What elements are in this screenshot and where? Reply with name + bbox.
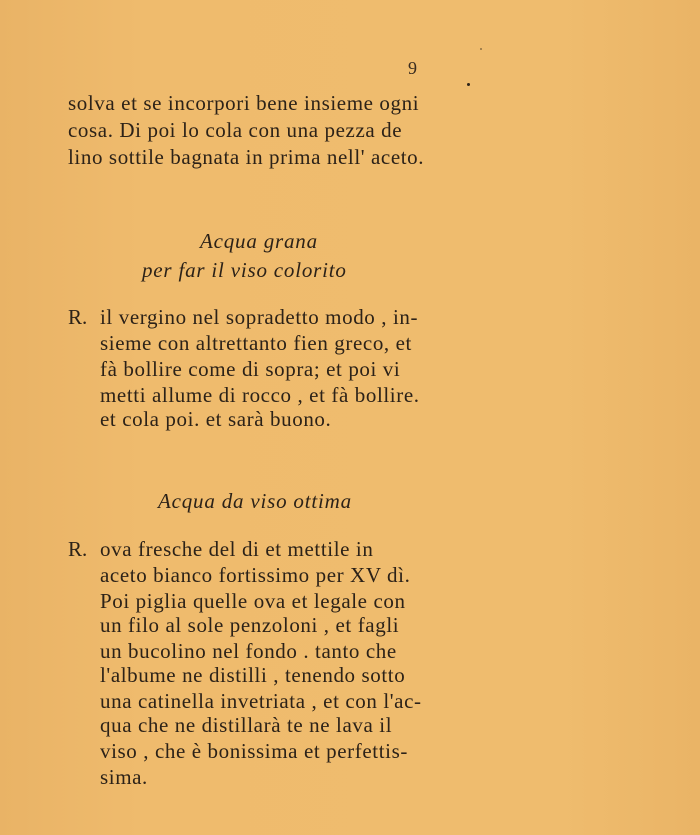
intro-line-text: solva et se incorpori bene insieme ogni	[68, 91, 420, 115]
page-number: 9	[408, 58, 417, 78]
ink-speck	[480, 48, 482, 50]
intro-line-1	[68, 90, 454, 116]
ink-speck	[467, 83, 470, 86]
recipe-2-title: Acqua da viso ottima	[158, 489, 352, 513]
recipe-2-line: aceto bianco fortissimo per XV dì.	[100, 563, 411, 587]
recipe-2-label: R.	[68, 537, 88, 561]
recipe-1-line: il vergino nel sopradetto modo , in-	[100, 305, 419, 329]
recipe-1-line: sieme con altrettanto fien greco, et	[100, 331, 412, 355]
recipe-1-line: et cola poi. et sarà buono.	[100, 407, 332, 431]
recipe-1-subtitle: per far il viso colorito	[142, 258, 347, 282]
recipe-1-line: fà bollire come di sopra; et poi vi	[100, 357, 401, 381]
recipe-2-line: una catinella invetriata , et con l'ac-	[100, 689, 422, 713]
recipe-1-line: metti allume di rocco , et fà bollire.	[100, 383, 420, 407]
recipe-1-title: Acqua grana	[200, 229, 318, 253]
intro-line-text: lino sottile bagnata in prima nell' aceto.	[68, 145, 425, 169]
recipe-2-line: sima.	[100, 765, 148, 789]
recipe-2-line: ova fresche del di et mettile in	[100, 537, 374, 561]
recipe-2-line: l'albume ne distilli , tenendo sotto	[100, 663, 406, 687]
recipe-2-line: qua che ne distillarà te ne lava il	[100, 713, 393, 737]
recipe-2-line: Poi piglia quelle ova et legale con	[100, 589, 406, 613]
intro-line-2	[68, 117, 402, 143]
recipe-2-line: un filo al sole penzoloni , et fagli	[100, 613, 400, 637]
intro-line-text: cosa. Di poi lo cola con una pezza de	[68, 118, 403, 142]
recipe-1-label: R.	[68, 305, 88, 329]
intro-line-3	[68, 144, 424, 170]
recipe-2-line: un bucolino nel fondo . tanto che	[100, 639, 397, 663]
recipe-2-line: viso , che è bonissima et perfettis-	[100, 739, 408, 763]
